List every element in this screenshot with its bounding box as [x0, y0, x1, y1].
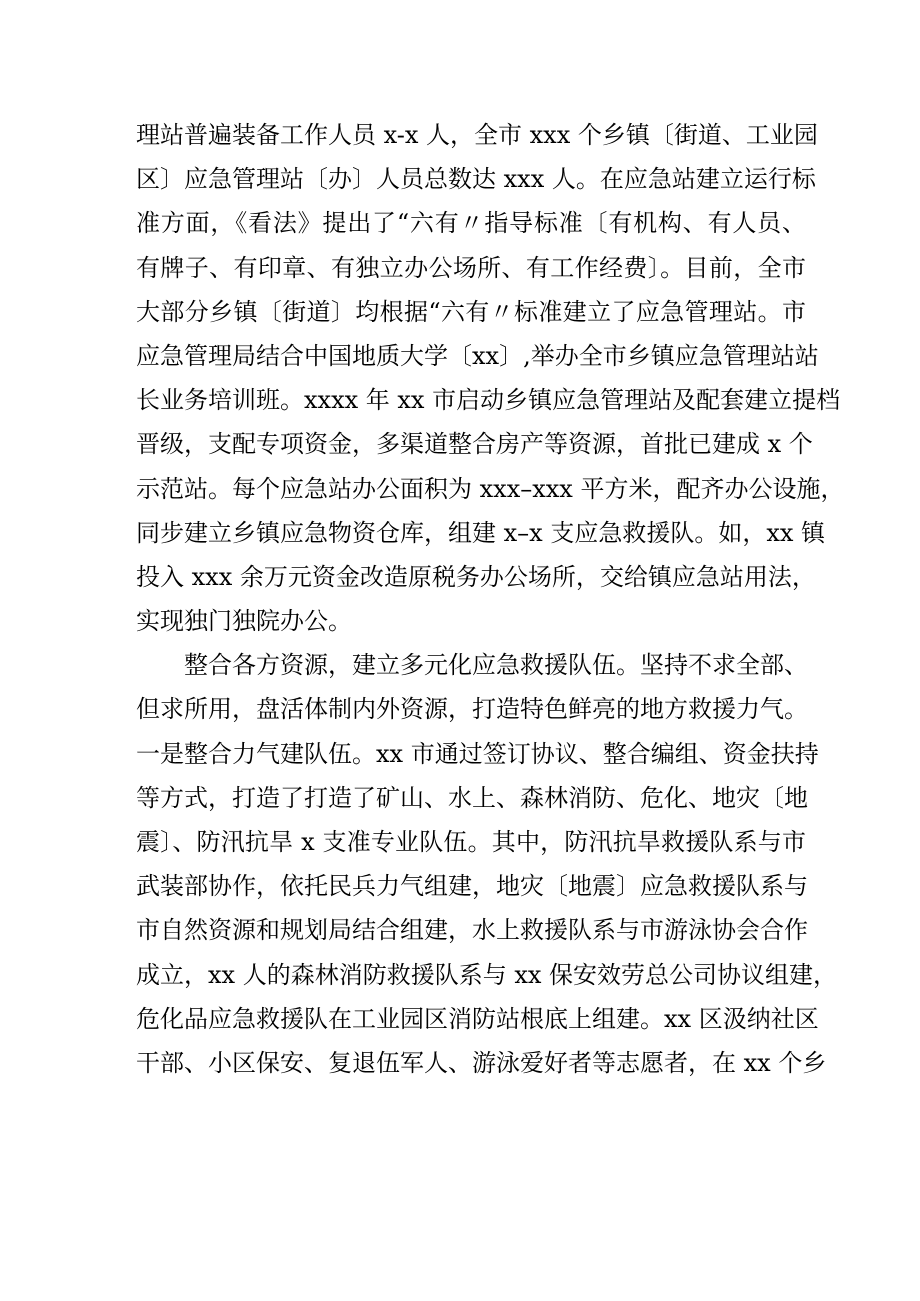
text-line: 理站普遍装备工作人员 x-x 人，全市 xxx 个乡镇〔街道、工业园	[136, 121, 818, 149]
document-body	[136, 113, 845, 1085]
paragraph-1	[136, 113, 845, 643]
text-line: 干部、小区保安、复退伍军人、游泳爱好者等志愿者，在 xx 个乡	[136, 1048, 827, 1077]
text-line: 武装部协作，依托民兵力气组建，地灾〔地震〕应急救援队系与	[136, 872, 808, 901]
text-line: 示范站。每个应急站办公面积为 xxx–xxx 平方米，配齐办公设施，	[136, 474, 845, 503]
text-line: 整合各方资源，建立多元化应急救援队伍。坚持不求全部、	[184, 651, 808, 680]
text-line: 危化品应急救援队在工业园区消防站根底上组建。xx 区汲纳社区	[136, 1004, 819, 1033]
text-line: 应急管理局结合中国地质大学〔xx〕,举办全市乡镇应急管理站站	[136, 341, 819, 370]
text-line: 实现独门独院办公。	[136, 607, 352, 636]
text-line: 投入 xxx 余万元资金改造原税务办公场所，交给镇应急站用法，	[136, 562, 816, 591]
text-line: 区〕应急管理站〔办〕人员总数达 xxx 人。在应急站建立运行标	[136, 165, 816, 194]
text-line: 晋级，支配专项资金，多渠道整合房产等资源，首批已建成 x 个	[136, 430, 813, 459]
text-line: 等方式，打造了打造了矿山、水上、森林消防、危化、地灾〔地	[136, 783, 808, 812]
text-line: 准方面，《看法》提出了“六有〃指导标准〔有机构、有人员、	[136, 209, 806, 238]
text-line: 成立，xx 人的森林消防救援队系与 xx 保安效劳总公司协议组建，	[136, 960, 838, 989]
text-line: 长业务培训班。xxxx 年 xx 市启动乡镇应急管理站及配套建立提档	[136, 386, 841, 415]
text-line: 震〕、防汛抗旱 x 支准专业队伍。其中，防汛抗旱救援队系与市	[136, 828, 806, 856]
text-line: 但求所用，盘活体制内外资源，打造特色鲜亮的地方救援力气。	[136, 695, 808, 724]
text-line: 有牌子、有印章、有独立办公场所、有工作经费〕。目前，全市	[136, 253, 806, 282]
text-line: 同步建立乡镇应急物资仓库，组建 x–x 支应急救援队。如，xx 镇	[136, 518, 826, 547]
text-line: 市自然资源和规划局结合组建，水上救援队系与市游泳协会合作	[136, 916, 808, 945]
paragraph-2	[136, 643, 838, 1085]
text-line: 一是整合力气建队伍。xx 市通过签订协议、整合编组、资金扶持	[136, 739, 819, 768]
text-line: 大部分乡镇〔街道〕均根据“六有〃标准建立了应急管理站。市	[136, 297, 806, 326]
